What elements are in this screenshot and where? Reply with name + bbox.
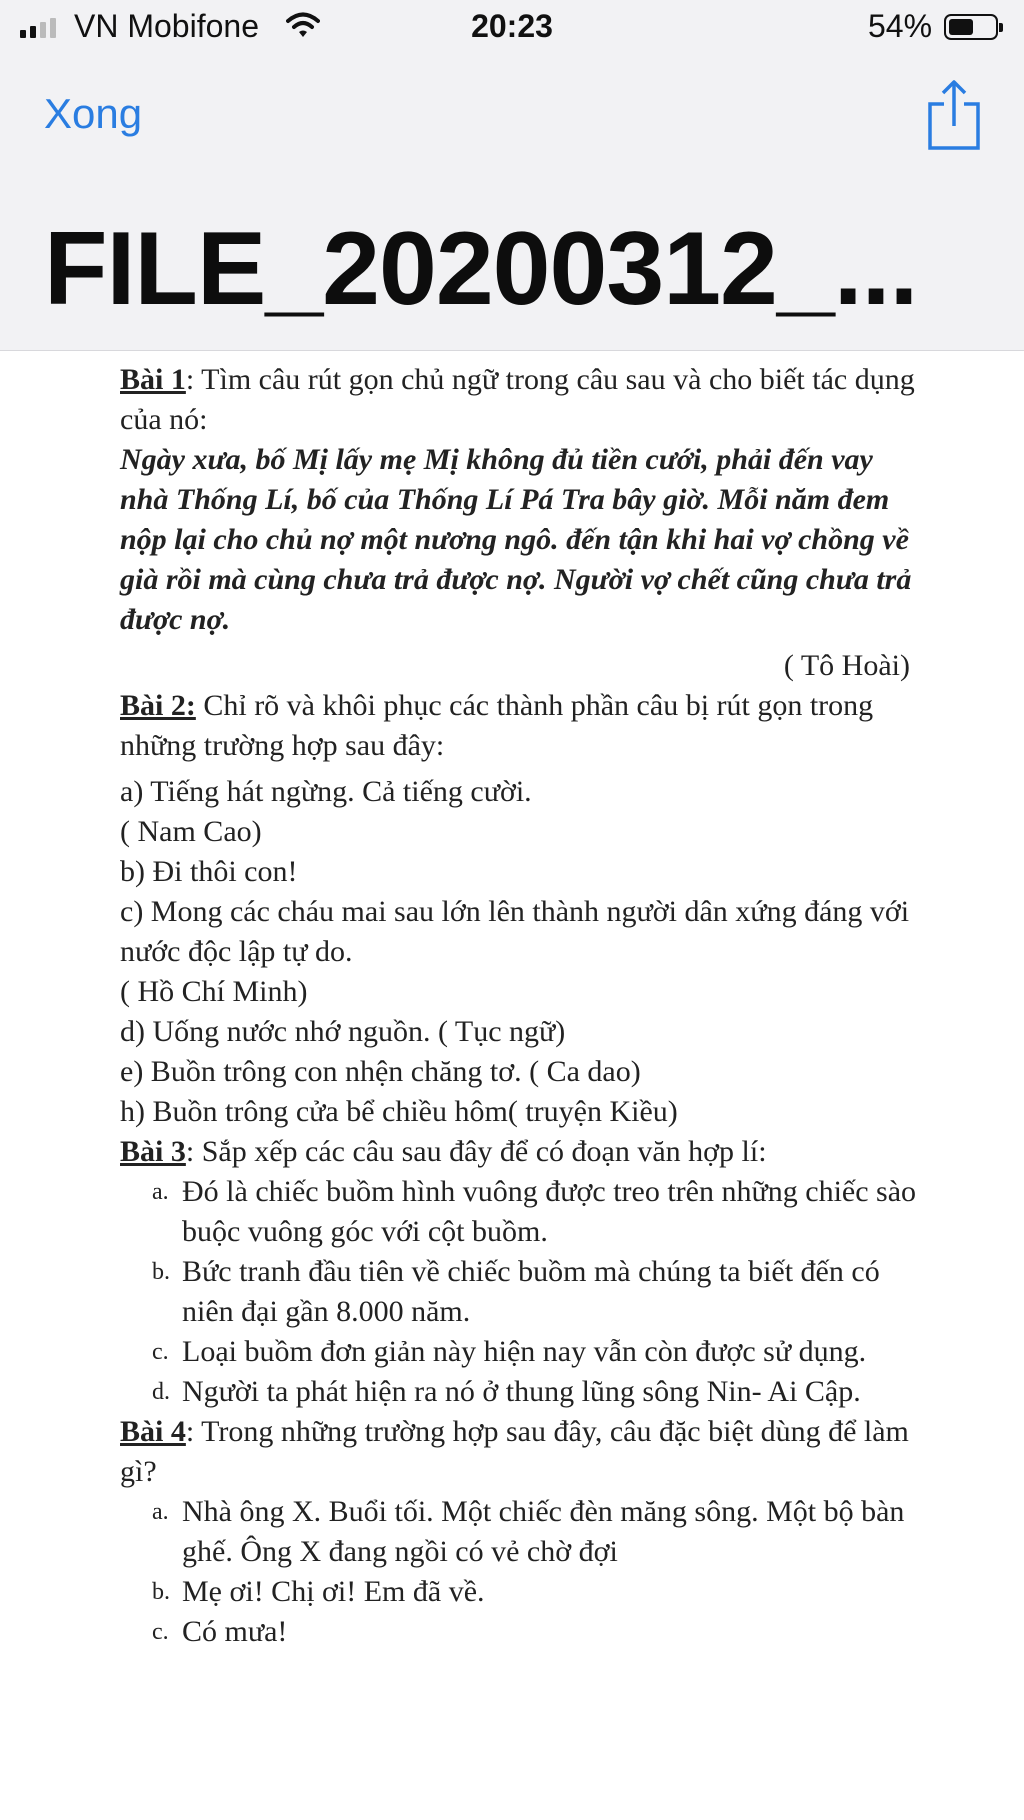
exercise-2-prompt (120, 686, 920, 766)
exercise-2-line: b) Đi thôi con! (120, 855, 298, 888)
list-item: b. Mẹ ơi! Chị ơi! Em đã về. (152, 1575, 485, 1608)
exercise-2-line: ( Nam Cao) (120, 815, 262, 848)
viewer-header (0, 0, 1024, 351)
exercise-4-text: : Trong những trường hợp sau đây, câu đặc biệt dùng để làm gì? (120, 1415, 909, 1488)
document-page (120, 360, 920, 1642)
share-icon[interactable] (926, 78, 982, 150)
exercise-3-text: : Sắp xếp các câu sau đây để có đoạn văn hợp lí: (185, 1135, 767, 1168)
exercise-2-line: d) Uống nước nhớ nguồn. ( Tục ngữ) (120, 1015, 566, 1048)
exercise-4-prompt (120, 1412, 920, 1492)
list-item: c. Loại buồm đơn giản này hiện nay vẫn còn được sử dụng. (152, 1335, 867, 1368)
status-bar (0, 0, 1024, 56)
battery-level (949, 19, 973, 35)
exercise-2-line: c) Mong các cháu mai sau lớn lên thành người dân xứng đáng với nước độc lập tự do. (120, 895, 910, 968)
list-item: c. Có mưa! (152, 1615, 288, 1642)
battery-percentage: 54% (868, 8, 933, 44)
exercise-3-prompt (120, 1132, 920, 1172)
status-time: 20:23 (471, 8, 553, 44)
exercise-1-source: ( Tô Hoài) (783, 649, 910, 682)
exercise-1-text: : Tìm câu rút gọn chủ ngữ trong câu sau và cho biết tác dụng của nó: (120, 363, 915, 436)
carrier-name: VN Mobifone (74, 8, 259, 44)
list-item: b. Bức tranh đầu tiên về chiếc buồm mà chúng ta biết đến có niên đại gần 8.000 năm. (152, 1255, 880, 1328)
exercise-2-label: Bài 2: (120, 689, 196, 722)
exercise-2-line: h) Buồn trông cửa bể chiều hôm( truyện Kiều) (120, 1095, 678, 1128)
exercise-1-prompt (120, 360, 920, 440)
exercise-1-quote: Ngày xưa, bố Mị lấy mẹ Mị không đủ tiền cưới, phải đến vay nhà Thống Lí, bố của Thống Lí Pá Tra bây giờ. Mỗi năm đem nộp lại cho chủ nợ một nương ngô. đến tận khi hai vợ chồng về già rồi mà cùng chưa trả được nợ. Người vợ chết cũng chưa trả được nợ. (120, 443, 912, 636)
exercise-3-list (120, 1172, 920, 1412)
list-item: d. Người ta phát hiện ra nó ở thung lũng sông Nin- Ai Cập. (152, 1375, 861, 1408)
exercise-2-line: a) Tiếng hát ngừng. Cả tiếng cười. (120, 775, 532, 808)
done-button[interactable]: Xong (44, 90, 143, 137)
file-title: FILE_20200312_... (44, 211, 918, 327)
exercise-2-line: e) Buồn trông con nhện chăng tơ. ( Ca dao) (120, 1055, 641, 1088)
list-item: a. Đó là chiếc buồm hình vuông được treo trên những chiếc sào buộc vuông góc với cột buồm. (152, 1175, 917, 1248)
exercise-4-list (120, 1492, 920, 1642)
exercise-2-text: Chỉ rõ và khôi phục các thành phần câu bị rút gọn trong những trường hợp sau đây: (120, 689, 874, 762)
exercise-2-line: ( Hồ Chí Minh) (120, 975, 308, 1008)
list-item: a. Nhà ông X. Buổi tối. Một chiếc đèn măng sông. Một bộ bàn ghế. Ông X đang ngồi có vẻ chờ đợi (152, 1495, 905, 1568)
exercise-1-label: Bài 1 (120, 363, 186, 396)
exercise-2-lines (120, 772, 920, 1132)
exercise-4-label: Bài 4 (120, 1415, 186, 1448)
exercise-3-label: Bài 3 (120, 1135, 186, 1168)
battery-icon (944, 14, 998, 40)
